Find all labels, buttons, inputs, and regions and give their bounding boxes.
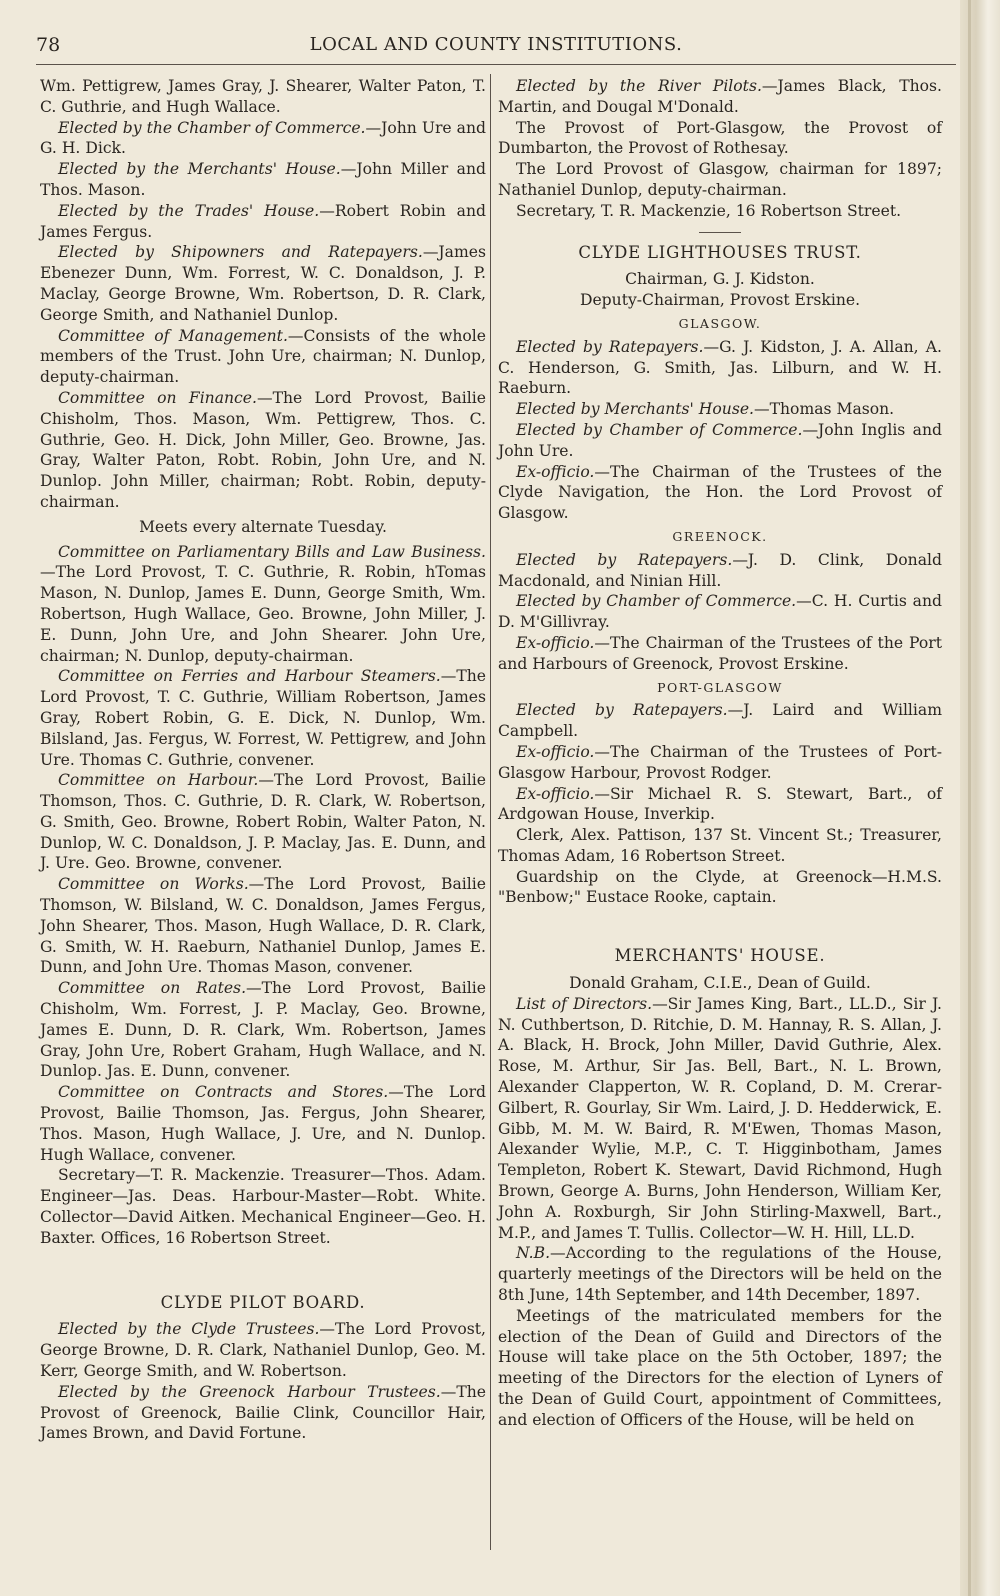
paragraph: Secretary, T. R. Mackenzie, 16 Robertson Street. [516,201,902,220]
paragraph-text: —John Miller and Thos. Mason. [40,160,486,199]
paragraph-label: Ex-officio. [516,742,595,761]
paragraph-label: Ex-officio. [516,633,595,652]
paragraph-label: Committee on Contracts and Stores. [58,1083,389,1102]
paragraph-text: —Sir James King, Bart., LL.D., Sir J. N. Cuthbertson, D. Ritchie, D. M. Hannay, R. S. Allan, J. A. Black, H. Brock, John Miller, David Guthrie, Alex. Rose, M. Arthur, Sir Jas. Bell, Bart., N. L. Brown, Alexander Clapperton, W. R. Copland, D. M. Crerar-Gilbert, R. Gourlay, Sir Wm. Laird, J. D. Hedderwick, E. Gibb, M. M. W. Baird, R. M'Ewen, Thomas Mason, Alexander Wylie, M.P., C. T. Higginbotham, James Templeton, Robert K. Stewart, David Richmond, Hugh Brown, George A. Burns, John Henderson, William Ker, John A. Roxburgh, Sir John Stirling-Maxwell, Bart., M.P., and James T. Tullis. Collector—W. H. Hill, LL.D. [498,994,942,1242]
paragraph-text: —The Lord Provost, Bailie Thomson, W. Bilsland, W. C. Donaldson, James Fergus, John Shearer, Thos. Mason, Hugh Wallace, D. R. Clark, G. Smith, W. H. Raeburn, Nathaniel Dunlop, James E. Dunn, and John Ure. Thomas Mason, convener. [40,875,486,977]
paragraph [498,591,942,633]
paragraph [40,118,486,160]
paragraph [498,550,942,592]
paragraph-label: Committee on Rates. [58,979,247,998]
right-column [498,76,942,1431]
section-heading-merchants-house: MERCHANTS' HOUSE. [614,946,826,966]
paragraph-text: —The Lord Provost, Bailie Thomson, Jas. Fergus, John Shearer, Thos. Mason, Hugh Wallace, J. Ure, and N. Dunlop. Hugh Wallace, convener. [40,1083,487,1164]
section-heading-clyde-pilot-board: CLYDE PILOT BOARD. [160,1292,366,1312]
paragraph-label: Committee on Works. [58,875,249,894]
paragraph [40,874,486,978]
paragraph-label: Elected by the Chamber of Commerce. [58,118,366,137]
paragraph-text: —John Ure and G. H. Dick. [40,118,486,158]
paragraph-label: Ex-officio. [516,462,595,481]
paragraph-label: Elected by the Greenock Harbour Trustees. [58,1382,441,1401]
paragraph-label: List of Directors. [516,994,653,1013]
paragraph [40,1082,486,1165]
paragraph-text: —John Inglis and John Ure. [498,420,942,460]
page-header [36,34,956,64]
paragraph-label: Elected by Merchants' House. [516,400,755,419]
paragraph-text: —The Lord Provost, T. C. Guthrie, R. Robin, hTomas Mason, N. Dunlop, James E. Dunn, George Smith, Wm. Robertson, Hugh Wallace, Geo. Browne, John Miller, J. E. Dunn, John Ure, and John Shearer. John Ure, chairman; N. Dunlop, deputy-chairman. [40,563,486,665]
paragraph [40,159,486,201]
paragraph-label: Elected by the River Pilots. [516,77,762,95]
paragraph [498,76,942,118]
paragraph [40,1382,486,1444]
book-gutter [960,0,1000,1596]
paragraph-text: —Thomas Mason. [754,400,895,419]
paragraph-text: —C. H. Curtis and D. M'Gillivray. [498,592,942,632]
deputy-chairman-line: Deputy-Chairman, Provost Erskine. [579,291,861,310]
chairman-line: Chairman, G. J. Kidston. [625,270,815,289]
paragraph-label: Committee on Harbour. [58,771,259,790]
column-divider [490,74,491,1550]
section-separator [699,232,741,233]
paragraph: Meetings of the matriculated members for the election of the Dean of Guild and Directors of the House will take place on the 5th October, 1897; the meeting of the Directors for the election of Lyners of the Dean of Guild Court, appointment of Committees, and election of Officers of the House, will be held on [498,1306,942,1429]
paragraph [498,399,942,420]
paragraph-label: Elected by Ratepayers. [516,701,728,720]
paragraph-text: —J. D. Clink, Donald Macdonald, and Ninian Hill. [498,550,942,590]
paragraph: Clerk, Alex. Pattison, 137 St. Vincent St.; Treasurer, Thomas Adam, 16 Robertson Street. [498,826,942,865]
paragraph-label: Committee of Management. [58,326,288,345]
paragraph [40,326,486,388]
paragraph-text: —The Lord Provost, Bailie Chisholm, Wm. Forrest, J. P. Maclay, Geo. Browne, James E. Dunn, D. R. Clark, Wm. Robertson, James Gray, John Ure, Robert Graham, Hugh Wallace, and N. Dunlop. Jas. E. Dunn, convener. [40,979,486,1081]
paragraph-text: —J. Laird and William Campbell. [498,701,942,741]
paragraph-label: Committee on Finance. [58,388,257,407]
meeting-note: Meets every alternate Tuesday. [139,517,387,536]
paragraph-text: —James Black, Thos. Martin, and Dougal M'Donald. [498,77,942,116]
paragraph [40,978,486,1082]
paragraph-text: —The Chairman of the Trustees of Port-Glasgow Harbour, Provost Rodger. [498,742,942,782]
subheading-glasgow: GLASGOW. [678,315,762,331]
paragraph-text: —According to the regulations of the House, quarterly meetings of the Directors will be held on the 8th June, 14th September, and 14th December, 1897. [498,1244,942,1305]
paragraph-text: —Robert Robin and James Fergus. [40,201,486,241]
paragraph: Wm. Pettigrew, James Gray, J. Shearer, Walter Paton, T. C. Guthrie, and Hugh Wallace. [40,77,486,116]
paragraph [40,201,486,243]
dean-of-guild-line: Donald Graham, C.I.E., Dean of Guild. [569,974,871,993]
paragraph [498,1243,942,1305]
officers-paragraph: Secretary—T. R. Mackenzie. Treasurer—Thos. Adam. Engineer—Jas. Deas. Harbour-Master—Robt. White. Collector—David Aitken. Mechanical Engineer—Geo. H. Baxter. Offices, 16 Robertson Street. [40,1166,486,1247]
paragraph [40,242,486,325]
paragraph-label: N.B. [516,1244,551,1263]
paragraph-label: Elected by the Clyde Trustees. [58,1320,320,1339]
paragraph-label: Elected by Chamber of Commerce. [516,420,803,439]
paragraph: The Lord Provost of Glasgow, chairman for 1897; Nathaniel Dunlop, deputy-chairman. [498,160,942,199]
paragraph-label: Elected by Ratepayers. [516,337,704,356]
page-number: 78 [36,34,61,56]
paragraph-text: —The Provost of Greenock, Bailie Clink, Councillor Hair, James Brown, and David Fortune. [40,1382,486,1443]
paragraph-text: —The Lord Provost, George Browne, D. R. Clark, Nathaniel Dunlop, Geo. M. Kerr, George Smith, and W. Robertson. [40,1320,486,1381]
paragraph-text: —The Lord Provost, Bailie Thomson, Thos. C. Guthrie, D. R. Clark, W. Robertson, G. Smith, Geo. Browne, Robert Robin, Walter Paton, N. Dunlop, W. C. Donaldson, J. P. Maclay, Jas. E. Dunn, and J. Ure. Geo. Browne, convener. [40,771,486,873]
paragraph [40,666,486,770]
paragraph-label: Elected by Chamber of Commerce. [516,592,797,611]
paragraph [498,462,942,524]
paragraph [498,994,942,1244]
subheading-port-glasgow: PORT-GLASGOW [657,679,783,695]
left-column [40,76,486,1444]
paragraph-text: —James Ebenezer Dunn, Wm. Forrest, W. C. Donaldson, J. P. Maclay, George Browne, Wm. Robertson, D. R. Clark, George Smith, and Nathaniel Dunlop. [40,243,486,324]
paragraph [40,1319,486,1381]
paragraph-text: —Consists of the whole members of the Trust. John Ure, chairman; N. Dunlop, deputy-chairman. [40,326,487,387]
paragraph-text: —The Lord Provost, Bailie Chisholm, Thos. Mason, Wm. Pettigrew, Thos. C. Guthrie, Geo. H. Dick, John Miller, Geo. Browne, Jas. Gray, Walter Paton, Robt. Robin, John Ure, and N. Dunlop. John Miller, chairman; Robt. Robin, deputy-chairman. [40,388,486,511]
paragraph-text: —The Chairman of the Trustees of the Clyde Navigation, the Hon. the Lord Provost of Glasgow. [498,462,942,523]
paragraph [498,700,942,742]
paragraph [40,388,486,513]
paragraph [498,742,942,784]
paragraph-label: Elected by the Trades' House. [58,201,320,220]
paragraph-label: Committee on Ferries and Harbour Steamers. [58,667,441,686]
subheading-greenock: GREENOCK. [672,528,768,544]
paragraph [498,784,942,826]
paragraph-text: —Sir Michael R. S. Stewart, Bart., of Ardgowan House, Inverkip. [498,784,942,824]
gutter-shadow [968,0,971,1596]
paragraph [40,542,486,667]
paragraph-text: —G. J. Kidston, J. A. Allan, A. C. Henderson, G. Smith, Jas. Lilburn, and W. H. Raeburn. [498,337,942,398]
paragraph-text: —The Lord Provost, T. C. Guthrie, William Robertson, James Gray, Robert Robin, G. E. Dick, N. Dunlop, Wm. Bilsland, Jas. Fergus, W. Forrest, W. Pettigrew, and John Ure. Thomas C. Guthrie, convener. [40,667,486,769]
paragraph [498,633,942,675]
paragraph [498,337,942,399]
paragraph-label: Committee on Parliamentary Bills and Law Business. [58,542,486,561]
paragraph-text: —The Chairman of the Trustees of the Port and Harbours of Greenock, Provost Erskine. [498,633,942,673]
paragraph [40,770,486,874]
paragraph-label: Elected by Shipowners and Ratepayers. [58,243,423,262]
paragraph-label: Elected by Ratepayers. [516,550,733,569]
paragraph-label: Elected by the Merchants' House. [58,160,341,179]
section-heading-clyde-lighthouses-trust: CLYDE LIGHTHOUSES TRUST. [578,242,862,262]
header-rule [36,64,956,65]
paragraph-label: Ex-officio. [516,784,595,803]
running-head: LOCAL AND COUNTY INSTITUTIONS. [309,34,683,55]
paragraph: Guardship on the Clyde, at Greenock—H.M.S. "Benbow;" Eustace Rooke, captain. [498,867,942,907]
paragraph [498,420,942,462]
paragraph: The Provost of Port-Glasgow, the Provost of Dumbarton, the Provost of Rothesay. [498,118,942,158]
